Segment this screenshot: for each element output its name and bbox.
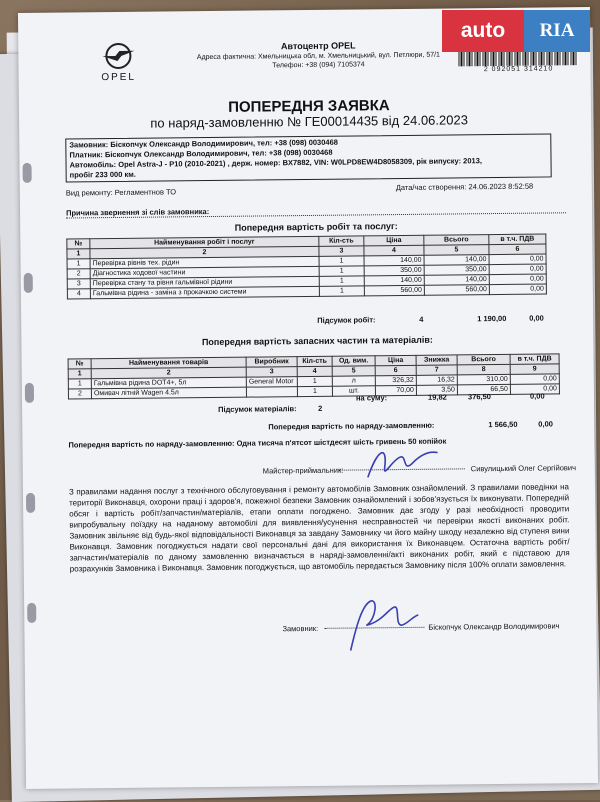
table-cell: 1 xyxy=(67,259,90,269)
parts-sum-vat: 0,00 xyxy=(529,391,545,401)
customer-box xyxy=(65,133,551,182)
customer-sig-name: Біскопчук Олександр Володимирович xyxy=(428,621,560,632)
table-cell: 1 xyxy=(319,266,364,276)
col-header: № xyxy=(67,239,90,249)
table-cell: Перевірка стану та рівня гальмівної рідини xyxy=(90,276,319,288)
works-body xyxy=(67,254,546,299)
table-cell: 2 xyxy=(67,269,90,279)
table-cell: 0,00 xyxy=(489,264,546,275)
table-cell: 3,50 xyxy=(416,385,457,395)
terms-paragraph: З правилами надання послуг з технічного обслуговування і ремонту автомобілів Замовник ознайомлений. З правилами поведінки на території Виконавця, охорони праці і здоров'я, пожежної безпеки Замовник ознайомлений і зобов'язується їх виконувати. Попередній обсяг і вартість робіт/запчастин/матеріалів, етапи оплати погоджено. Замовник дає згоду у разі необхідності проводити випробувальну поїздку на наданому автомобілі для виявлення/усунення несправностей чи перевірки якості виконаних робіт. Замовник звільняє від будь-якої відповідальності Виконавця за завдану Замовнику чи його майну шкоду незалежно від ступеня вини Виконавця. Замовник погоджується надати свої персональні дані для використання їх Виконавцем. Остаточна вартість робіт/запчастин/матеріалів по даному замовленню визначається в наряді-замовленні/акті виконаних робіт, який є підставою для розрахунків Замовника і Виконавця. Замовник погоджується, що автомобіль передається Замовнику після 100% оплати замовлення. xyxy=(68,482,570,574)
master-name: Сивулицький Олег Сергійович xyxy=(470,463,577,474)
doc-subtitle: по наряд-замовленню № ГЕ00014435 від 24.06.2023 xyxy=(150,112,468,131)
col-number: 5 xyxy=(332,366,375,376)
col-header: Найменування товарів xyxy=(91,357,246,369)
parts-sum-total: 376,50 xyxy=(467,392,491,402)
table-cell: 0,00 xyxy=(510,384,559,395)
company-name: Автоцентр OPEL xyxy=(280,40,356,52)
works-table xyxy=(66,233,547,299)
col-number: 1 xyxy=(67,249,90,259)
hole xyxy=(25,383,34,403)
parts-total-qty: 2 xyxy=(318,403,323,413)
table-cell: 1 xyxy=(68,379,91,389)
col-header: в т.ч. ПДВ xyxy=(510,354,559,365)
company-header xyxy=(168,38,468,71)
col-number: 6 xyxy=(489,244,546,255)
col-number: 9 xyxy=(510,364,559,375)
col-number: 7 xyxy=(416,365,457,375)
table-cell: 1 xyxy=(297,376,332,386)
hole xyxy=(26,493,35,513)
parts-total xyxy=(68,401,560,414)
created-date: Дата/час створення: 24.06.2023 8:52:58 xyxy=(395,181,534,193)
reason-line: Причина звернення зі слів замовника: xyxy=(66,203,566,218)
master-signature xyxy=(362,439,442,485)
col-number: 4 xyxy=(297,366,332,376)
opel-logo xyxy=(78,42,159,103)
table-cell: 310,00 xyxy=(457,374,510,385)
table-cell: 140,00 xyxy=(424,275,489,286)
parts-heading: Попередня вартість запасних частин та матеріалів: xyxy=(201,334,433,348)
col-header: в т.ч. ПДВ xyxy=(489,234,546,245)
table-cell: 3 xyxy=(67,279,90,289)
col-header: Виробник xyxy=(246,357,297,368)
grand-label: Попередня вартість по наряду-замовленню: xyxy=(268,420,435,432)
amount-in-words: Попередня вартість по наряду-замовленню: Одна тисяча п'ятсот шістдесят шість гривень 50 копійок xyxy=(68,436,447,450)
company-address: Адреса фактична: Хмельницька обл, м. Хмельницький, вул. Петлюри, 57/1 xyxy=(196,51,440,62)
car-line: Автомобіль: Opel Astra-J - P10 (2010-2021) , держ. номер: BX7882, VIN: W0LPD8EW4D8058309, рік випуску: 2013, xyxy=(69,156,482,170)
table-cell: 2 xyxy=(68,389,91,399)
works-total-qty: 4 xyxy=(419,314,424,324)
doc-title: ПОПЕРЕДНЯ ЗАЯВКА xyxy=(228,97,390,116)
table-cell: Діагностика ходової частини xyxy=(90,266,319,278)
autoria-watermark xyxy=(442,10,590,52)
col-number: 4 xyxy=(364,245,424,256)
col-header: № xyxy=(68,359,91,369)
table-cell: 140,00 xyxy=(424,255,489,266)
customer-signature xyxy=(342,595,423,656)
table-cell: 0,00 xyxy=(489,254,546,265)
table-cell: 140,00 xyxy=(364,275,424,286)
table-cell: 0,00 xyxy=(489,274,546,285)
col-number: 2 xyxy=(90,246,319,258)
table-cell: 0,00 xyxy=(510,374,559,385)
col-number: 3 xyxy=(319,246,364,256)
document-sheet xyxy=(18,7,598,789)
col-header: Кіл-сть xyxy=(319,236,364,246)
table-cell: 4 xyxy=(67,289,90,299)
table-cell: 560,00 xyxy=(424,285,489,296)
table-cell xyxy=(246,387,297,398)
grand-vat: 0,00 xyxy=(538,419,553,429)
col-header: Ціна xyxy=(364,235,424,246)
works-total-vat: 0,00 xyxy=(529,313,544,323)
logo-text: OPEL xyxy=(101,71,137,84)
table-cell: 1 xyxy=(297,386,332,396)
table-cell: 140,00 xyxy=(364,255,424,266)
table-cell: 350,00 xyxy=(364,265,424,276)
payer-line: Платник: Біскопчук Олександр Володимирович, тел: +38 (098) 0030468 xyxy=(69,147,333,160)
grand-sum: 1 566,50 xyxy=(488,419,518,430)
watermark-ria: RIA xyxy=(524,10,590,52)
col-header: Ціна xyxy=(375,355,416,365)
hole xyxy=(24,273,33,293)
table-cell: 350,00 xyxy=(424,265,489,276)
table-cell: 66,50 xyxy=(457,384,510,395)
table-cell: 70,00 xyxy=(375,385,416,395)
col-header: Найменування робіт і послуг xyxy=(90,236,319,248)
mileage-line: пробіг 233 000 км. xyxy=(69,169,136,180)
grand-total xyxy=(68,419,568,432)
table-cell: 16,32 xyxy=(416,375,457,385)
opel-lightning-icon xyxy=(100,42,136,70)
watermark-auto: auto xyxy=(442,10,524,52)
customer-line: Замовник: Біскопчук Олександр Володимирович, тел: +38 (098) 0030468 xyxy=(69,137,338,150)
col-number: 3 xyxy=(246,367,297,378)
works-total-sum: 1 190,00 xyxy=(477,313,507,324)
table-cell: шт. xyxy=(332,386,375,396)
repair-type: Вид ремонту: Регламентнов ТО xyxy=(65,187,177,198)
hole xyxy=(23,163,32,183)
barcode-number: 2 092051 314210 xyxy=(483,65,554,74)
company-phone: Телефон: +38 (094) 7105374 xyxy=(272,61,365,70)
col-number: 2 xyxy=(91,367,246,379)
col-number: 1 xyxy=(68,369,91,379)
table-cell: 560,00 xyxy=(364,285,424,296)
table-cell: Гальмівна рідина - заміна з прокачкою системи xyxy=(90,286,319,298)
table-cell: 1 xyxy=(319,286,364,296)
table-cell: 326,32 xyxy=(375,375,416,385)
table-cell: General Motor xyxy=(246,377,297,388)
parts-total-label: Підсумок матеріалів: xyxy=(218,404,297,414)
table-cell: Гальмівна рідина DOT4+, 5л xyxy=(91,377,246,389)
table-cell: л xyxy=(332,376,375,386)
table-cell: 1 xyxy=(319,256,364,266)
parts-sum-label: на суму: xyxy=(355,393,388,403)
works-heading: Попередня вартість робіт та послуг: xyxy=(234,221,398,233)
works-total xyxy=(67,313,547,325)
table-cell: 0,00 xyxy=(489,284,546,295)
table-cell: Перевірка рівнів тех. рідин xyxy=(90,256,319,268)
col-header: Кіл-сть xyxy=(297,356,332,366)
customer-sig-label: Замовник: xyxy=(282,623,319,634)
col-header: Всього xyxy=(457,354,510,365)
works-total-label: Підсумок робіт: xyxy=(317,315,376,325)
col-header: Од. вим. xyxy=(332,356,375,366)
hole xyxy=(27,603,36,623)
table-cell: Омивач літній Wagen 4.5л xyxy=(91,387,246,399)
col-number: 6 xyxy=(375,365,416,375)
col-number: 5 xyxy=(424,245,489,256)
col-header: Знижка xyxy=(416,355,457,365)
col-number: 8 xyxy=(457,364,510,375)
col-header: Всього xyxy=(424,235,489,246)
master-label: Майстер-приймальник: xyxy=(262,465,344,476)
table-cell: 1 xyxy=(319,276,364,286)
parts-sum-discount: 19,82 xyxy=(427,392,447,402)
